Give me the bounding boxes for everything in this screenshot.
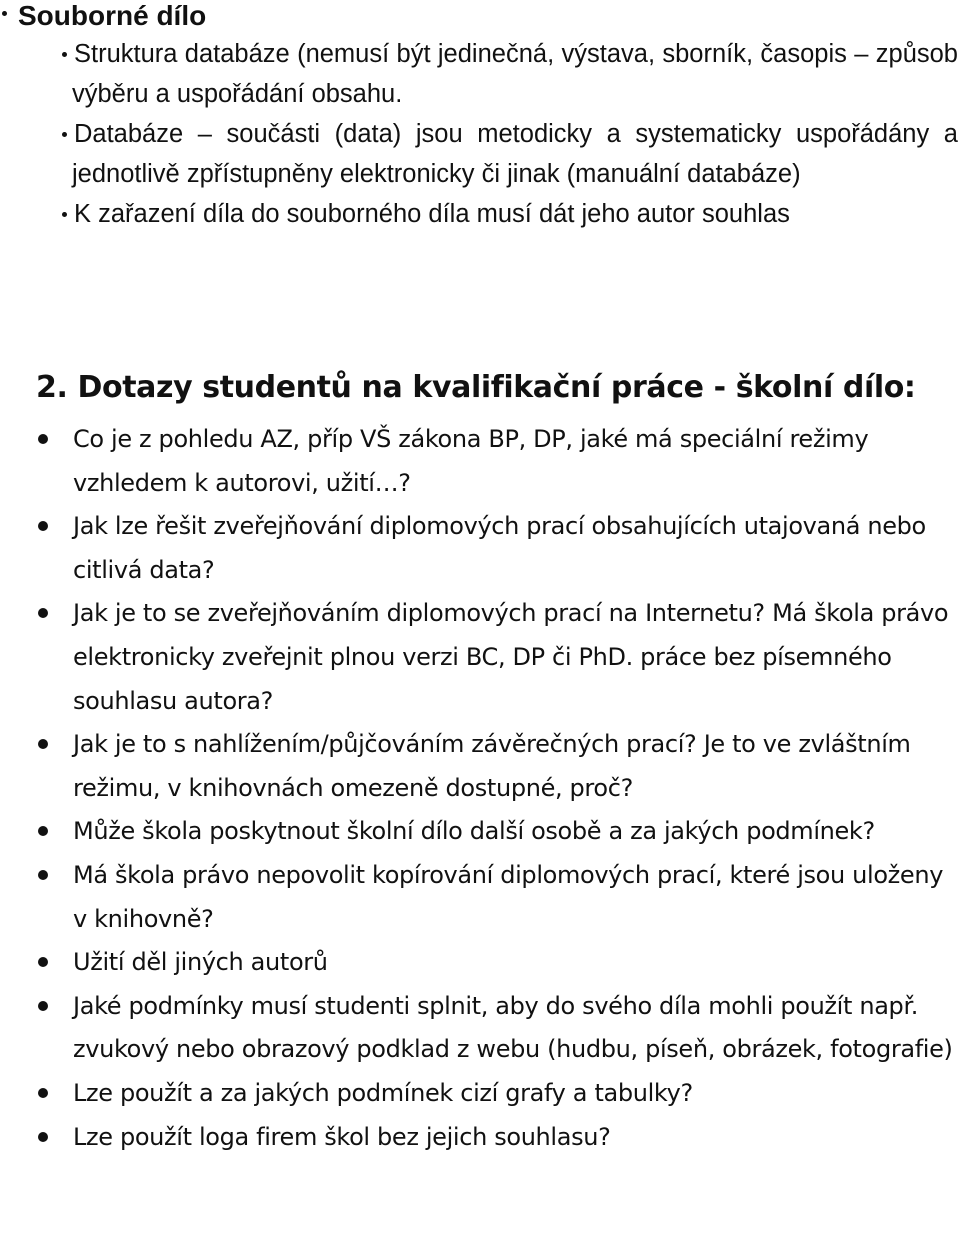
bullet-dot-icon [2,11,7,16]
list-item-text: Jak je to se zveřejňováním diplomových prací na Internetu? Má škola právo elektronicky zveřejnit plnou verzi BC, DP či PhD. práce bez písemného souhlasu autora? [73,599,949,715]
bullet-dot-icon [38,739,48,749]
section-2-heading: 2. Dotazy studentů na kvalifikační práce - školní dílo: [36,370,916,405]
bullet-dot-icon [38,521,48,531]
list-item-text: Co je z pohledu AZ, příp VŠ zákona BP, DP, jaké má speciální režimy vzhledem k autorovi, užití…? [73,425,869,497]
bullet-dot-icon [62,132,67,137]
list-item-text: Může škola poskytnout školní dílo další osobě a za jakých podmínek? [73,817,875,846]
list-item [0,854,960,941]
bullet-dot-icon [38,826,48,836]
list-item-text: Užití děl jiných autorů [73,948,328,977]
bullet-dot-icon [38,1088,48,1098]
list-item-text: Jaké podmínky musí studenti splnit, aby do svého díla mohli použít např. zvukový nebo obrazový podklad z webu (hudbu, píseň, obrázek, fotografie) [73,991,953,1064]
bullet-dot-icon [38,957,48,967]
list-item [0,592,960,723]
list-item-text: Jak je to s nahlížením/půjčováním závěrečných prací? Je to ve zvláštním režimu, v knihovnách omezeně dostupné, proč? [73,730,911,802]
list-item [62,34,958,114]
list-item [0,941,960,985]
section-1-heading-text: Souborné dílo [18,0,207,31]
list-item-text: Lze použít loga firem škol bez jejich souhlasu? [73,1122,611,1151]
section-1-heading [0,0,960,32]
bullet-dot-icon [38,608,48,618]
list-item [0,985,960,1072]
bullet-dot-icon [38,434,48,444]
bullet-dot-icon [62,212,67,217]
bullet-dot-icon [38,1132,48,1142]
list-item [0,1072,960,1116]
list-item-text: Má škola právo nepovolit kopírování diplomových prací, které jsou uloženy v knihovně? [73,860,944,933]
bullet-dot-icon [38,1001,48,1011]
bullet-dot-icon [62,52,67,57]
list-item-text: K zařazení díla do souborného díla musí dát jeho autor souhlas [74,200,790,228]
list-item-text: Jak lze řešit zveřejňování diplomových prací obsahujících utajovaná nebo citlivá data? [73,512,926,584]
list-item-text: Databáze – součásti (data) jsou metodicky a systematicky uspořádány a jednotlivě zpřístupněny elektronicky či jinak (manuální databáze) [72,120,958,188]
list-item [0,418,960,505]
list-item [0,810,960,854]
list-item [0,723,960,810]
list-item [0,505,960,592]
list-item-text: Struktura databáze (nemusí být jedinečná, výstava, sborník, časopis – způsob výběru a uspořádání obsahu. [72,40,958,108]
bullet-dot-icon [38,870,48,880]
list-item [0,1116,960,1160]
section-1-list [72,34,958,234]
section-2-list [0,418,960,1159]
list-item [62,194,958,234]
list-item-text: Lze použít a za jakých podmínek cizí grafy a tabulky? [73,1078,693,1107]
list-item [62,114,958,194]
